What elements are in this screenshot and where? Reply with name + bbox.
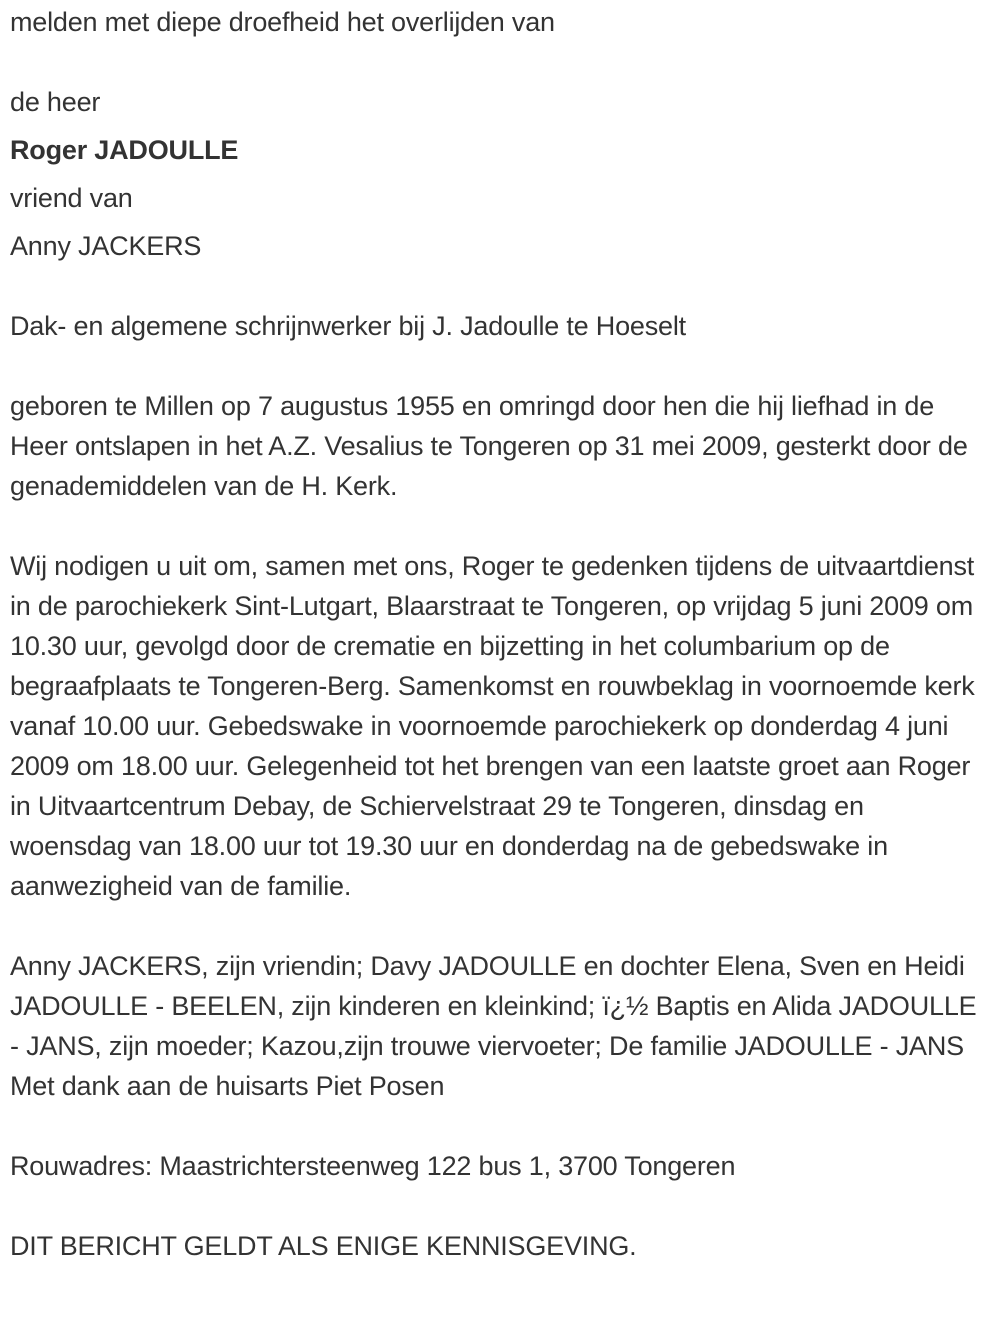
final-notice: DIT BERICHT GELDT ALS ENIGE KENNISGEVING. xyxy=(10,1231,637,1261)
intro-line: melden met diepe droefheid het overlijden van xyxy=(10,7,555,37)
deceased-header xyxy=(10,82,986,266)
profession-line: Dak- en algemene schrijnwerker bij J. Jadoulle te Hoeselt xyxy=(10,311,686,341)
birth-death-paragraph: geboren te Millen op 7 augustus 1955 en omringd door hen die hij liefhad in de Heer ontslapen in het A.Z. Vesalius te Tongeren op 31 mei 2009, gesterkt door de genademiddelen van de H. Kerk. xyxy=(10,391,968,501)
family-paragraph: Anny JACKERS, zijn vriendin; Davy JADOULLE en dochter Elena, Sven en Heidi JADOULLE - BEELEN, zijn kinderen en kleinkind; ï¿½ Baptis en Alida JADOULLE - JANS, zijn moeder; Kazou,zijn trouwe viervoeter; De familie JADOULLE - JANS Met dank aan de huisarts Piet Posen xyxy=(10,951,977,1101)
partner-name: Anny JACKERS xyxy=(10,231,202,261)
ceremony-paragraph: Wij nodigen u uit om, samen met ons, Roger te gedenken tijdens de uitvaartdienst in de parochiekerk Sint-Lutgart, Blaarstraat te Tongeren, op vrijdag 5 juni 2009 om 10.30 uur, gevolgd door de crematie en bijzetting in het columbarium op de begraafplaats te Tongeren-Berg. Samenkomst en rouwbeklag in voornoemde kerk vanaf 10.00 uur. Gebedswake in voornoemde parochiekerk op donderdag 4 juni 2009 om 18.00 uur. Gelegenheid tot het brengen van een laatste groet aan Roger in Uitvaartcentrum Debay, de Schiervelstraat 29 te Tongeren, dinsdag en woensdag van 18.00 uur tot 19.30 uur en donderdag na de gebedswake in aanwezigheid van de familie. xyxy=(10,551,975,901)
relation-label: vriend van xyxy=(10,183,133,213)
deceased-name: Roger JADOULLE xyxy=(10,135,239,165)
salutation: de heer xyxy=(10,87,101,117)
mourning-address: Rouwadres: Maastrichtersteenweg 122 bus 1, 3700 Tongeren xyxy=(10,1151,736,1181)
